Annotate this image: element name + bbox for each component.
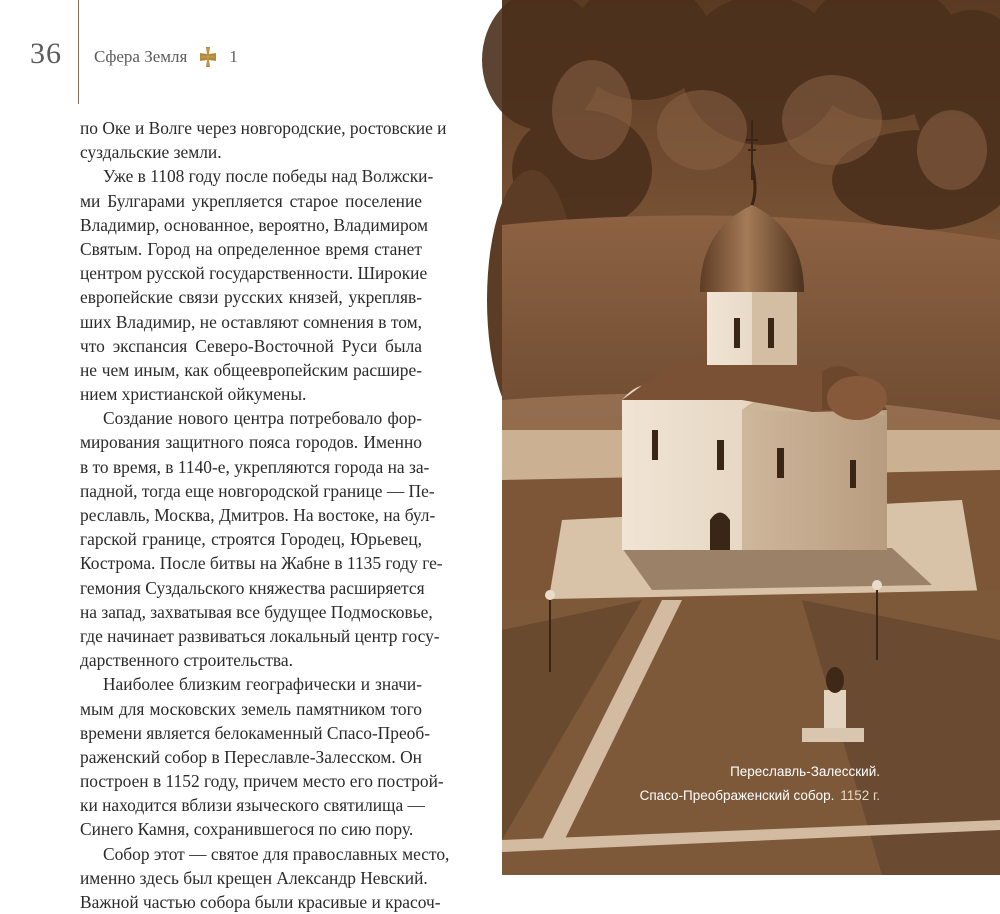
- text-line: Собор этот — святое для православных место,: [103, 843, 450, 864]
- text-line: реславль, Москва, Дмитров. На востоке, на бул-: [80, 505, 436, 525]
- text-line: где начинает развиваться локальный центр госу-: [80, 625, 440, 646]
- text-line: именно здесь был крещен Александр Невский.: [80, 867, 428, 888]
- text-line: падной, тогда еще новгородской границе — Пе-: [80, 480, 435, 501]
- text-line: раженский собор в Переславле-Залесском. Он: [80, 746, 422, 767]
- text-line: времени является белокаменный Спасо-Преоб-: [80, 722, 430, 743]
- text-line: Важной частью собора были красивые и красоч-: [80, 892, 441, 912]
- text-line: на запад, захватывая все будущее Подмосковье,: [80, 601, 433, 622]
- caption-title-line: [640, 784, 880, 808]
- text-line: Создание нового центра потребовало фор-: [103, 408, 422, 429]
- text-line: ми Булгарами укрепляется старое поселение: [80, 190, 422, 211]
- text-line: Кострома. После битвы на Жабне в 1135 году ге-: [80, 553, 443, 574]
- body-text: [80, 116, 450, 914]
- text-line: мирования защитного пояса городов. Именно: [80, 432, 422, 453]
- caption-year: 1152 г.: [840, 788, 880, 803]
- text-line: суздальские земли.: [80, 142, 222, 163]
- page-number: 36: [30, 37, 62, 70]
- text-line: ки находится вблизи языческого святилища —: [80, 795, 425, 816]
- caption-place: Переславль-Залесский.: [730, 764, 880, 779]
- running-head: [94, 46, 238, 68]
- text-line: не чем иным, как общеевропейским расшире-: [80, 359, 422, 380]
- text-line: мым для московских земель памятником того: [80, 698, 422, 719]
- chapter-number: 1: [229, 47, 238, 66]
- cathedral-photo: [502, 0, 1000, 875]
- text-line: дарственного строительства.: [80, 650, 293, 671]
- text-line: Наиболее близким географически и значи-: [103, 674, 422, 695]
- text-line: Владимир, основанное, вероятно, Владимиром: [80, 214, 429, 235]
- caption-title: Спасо-Преображенский собор.: [639, 788, 835, 803]
- text-line: европейские связи русских князей, укрепляв-: [80, 287, 422, 308]
- cross-icon: [197, 46, 219, 68]
- text-line: Синего Камня, сохранившегося по сию пору.: [80, 819, 414, 840]
- text-line: Уже в 1108 году после победы над Волжски-: [103, 166, 434, 187]
- text-line: ших Владимир, не оставляют сомнения в том,: [80, 311, 422, 332]
- text-line: нием христианской ойкумены.: [80, 384, 307, 405]
- section-title: Сфера Земля: [94, 47, 188, 66]
- text-line: Святым. Город на определенное время станет: [80, 238, 422, 259]
- text-line: в то время, в 1140-е, укрепляются города на за-: [80, 456, 430, 477]
- text-line: построен в 1152 году, причем место его построй-: [80, 771, 444, 792]
- photo-caption: [640, 760, 880, 808]
- text-line: по Оке и Волге через новгородские, ростовские и: [80, 118, 447, 138]
- header-divider: [78, 0, 79, 104]
- text-line: центром русской государственности. Широкие: [80, 263, 428, 284]
- text-line: гемония Суздальского княжества расширяется: [80, 577, 425, 598]
- text-line: что экспансия Северо-Восточной Руси была: [80, 335, 422, 356]
- text-line: гарской границе, строятся Городец, Юрьевец,: [80, 529, 422, 550]
